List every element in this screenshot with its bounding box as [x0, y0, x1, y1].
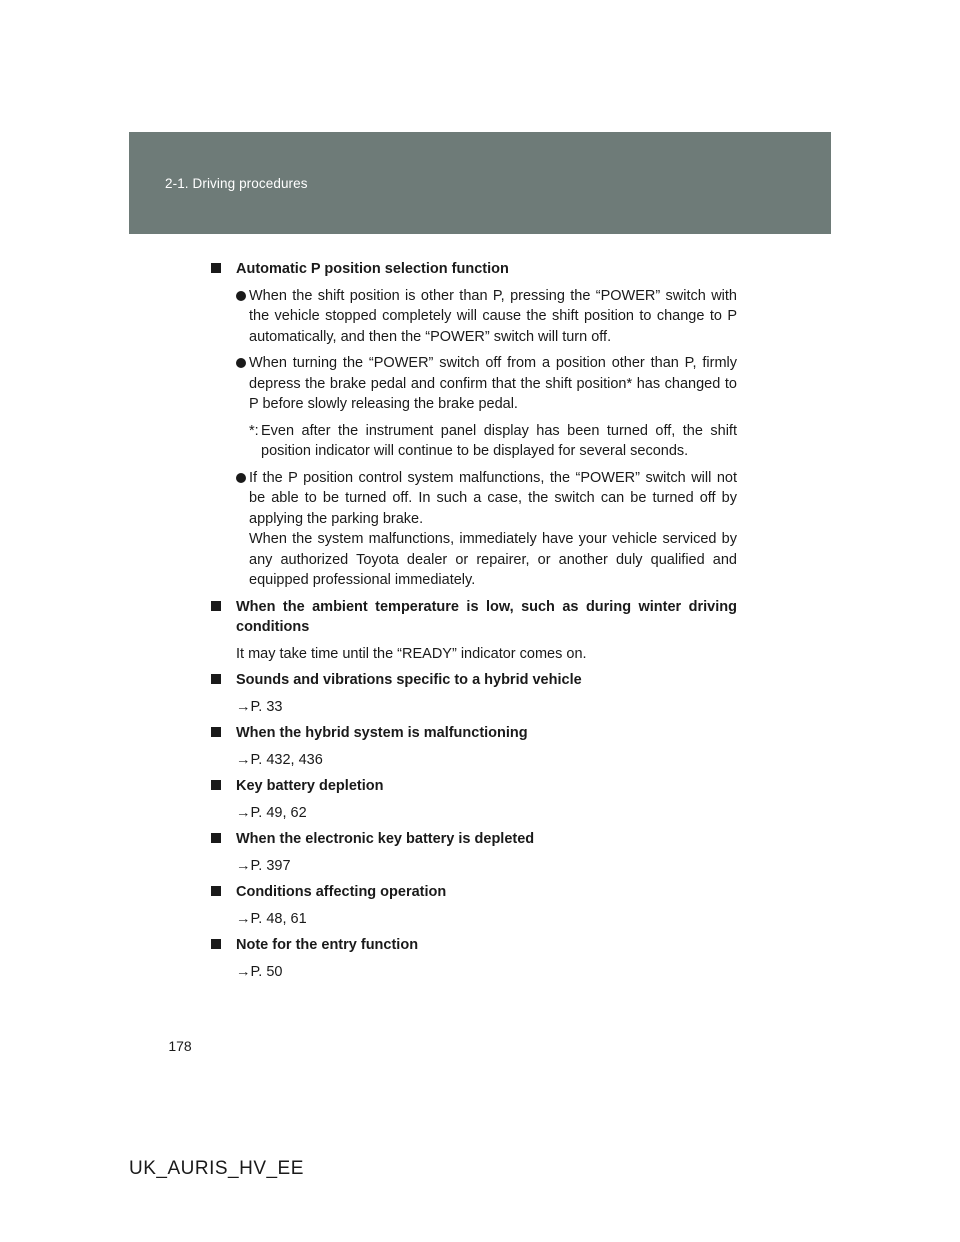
- section-heading: [211, 829, 737, 850]
- arrow-right-icon: →: [236, 857, 251, 874]
- page-reference-link[interactable]: P. 48, 61: [250, 910, 307, 927]
- page-reference: [211, 697, 737, 718]
- arrow-right-icon: →: [236, 910, 251, 927]
- section-heading: [211, 935, 737, 956]
- section-heading: [211, 776, 737, 797]
- square-bullet-icon: [211, 601, 221, 611]
- page-content: [211, 259, 737, 988]
- arrow-right-icon: →: [236, 698, 251, 715]
- arrow-right-icon: →: [236, 804, 251, 821]
- list-item: [211, 468, 737, 591]
- section-heading: [211, 259, 737, 280]
- page-reference-link[interactable]: P. 432, 436: [250, 751, 323, 768]
- heading-text: Key battery depletion: [236, 778, 384, 794]
- square-bullet-icon: [211, 780, 221, 790]
- heading-text: Automatic P position selection function: [236, 261, 509, 277]
- page-reference-link[interactable]: P. 33: [250, 698, 283, 715]
- header-band: [129, 132, 831, 234]
- arrow-right-icon: →: [236, 963, 251, 980]
- page-reference: [211, 750, 737, 771]
- document-code: UK_AURIS_HV_EE: [129, 1158, 304, 1179]
- heading-text: When the electronic key battery is depleted: [236, 831, 535, 847]
- round-bullet-icon: [236, 291, 246, 301]
- list-item-text: When the shift position is other than P, pressing the “POWER” switch with the vehicle stopped completely will cause the shift position to change to P automatically, and then the “POWER” switch will turn off.: [249, 287, 737, 345]
- page-reference-link[interactable]: P. 49, 62: [250, 804, 307, 821]
- page-reference: [211, 962, 737, 983]
- page-reference-link[interactable]: P. 397: [250, 857, 291, 874]
- section-heading: [211, 723, 737, 744]
- footnote: [211, 421, 737, 462]
- heading-text: Sounds and vibrations specific to a hybrid vehicle: [236, 672, 582, 688]
- section-title: 2-1. Driving procedures: [165, 176, 308, 191]
- square-bullet-icon: [211, 263, 221, 273]
- page-reference: [211, 909, 737, 930]
- page-number: 178: [168, 1038, 192, 1054]
- heading-text: Note for the entry function: [236, 937, 419, 953]
- square-bullet-icon: [211, 939, 221, 949]
- heading-text: When the ambient temperature is low, such as during winter driving conditions: [236, 598, 737, 635]
- page-reference: [211, 803, 737, 824]
- list-item-text-continued: When the system malfunctions, immediately have your vehicle serviced by any authorized Toyota dealer or repairer, or another duly qualified and equipped professional immediately.: [249, 531, 737, 588]
- section-heading: [211, 882, 737, 903]
- heading-text: Conditions affecting operation: [236, 884, 447, 900]
- section-heading: [211, 597, 737, 638]
- paragraph: It may take time until the “READY” indicator comes on.: [236, 645, 587, 662]
- list-item-text: If the P position control system malfunctions, the “POWER” switch will not be able to be turned off. In such a case, the switch can be turned off by applying the parking brake.: [249, 469, 737, 527]
- arrow-right-icon: →: [236, 751, 251, 768]
- round-bullet-icon: [236, 358, 246, 368]
- page-reference-link[interactable]: P. 50: [250, 963, 283, 980]
- square-bullet-icon: [211, 886, 221, 896]
- square-bullet-icon: [211, 674, 221, 684]
- page-reference: [211, 856, 737, 877]
- section-heading: [211, 670, 737, 691]
- list-item-text: When turning the “POWER” switch off from a position other than P, firmly depress the brake pedal and confirm that the shift position* has changed to P before slowly releasing the brake pedal.: [249, 355, 737, 412]
- footnote-text: Even after the instrument panel display has been turned off, the shift position indicator will continue to be displayed for several seconds.: [261, 422, 737, 459]
- round-bullet-icon: [236, 473, 246, 483]
- list-item: [211, 353, 737, 415]
- footnote-marker: *:: [249, 422, 259, 439]
- heading-text: When the hybrid system is malfunctioning: [236, 725, 528, 741]
- square-bullet-icon: [211, 727, 221, 737]
- square-bullet-icon: [211, 833, 221, 843]
- list-item: [211, 286, 737, 348]
